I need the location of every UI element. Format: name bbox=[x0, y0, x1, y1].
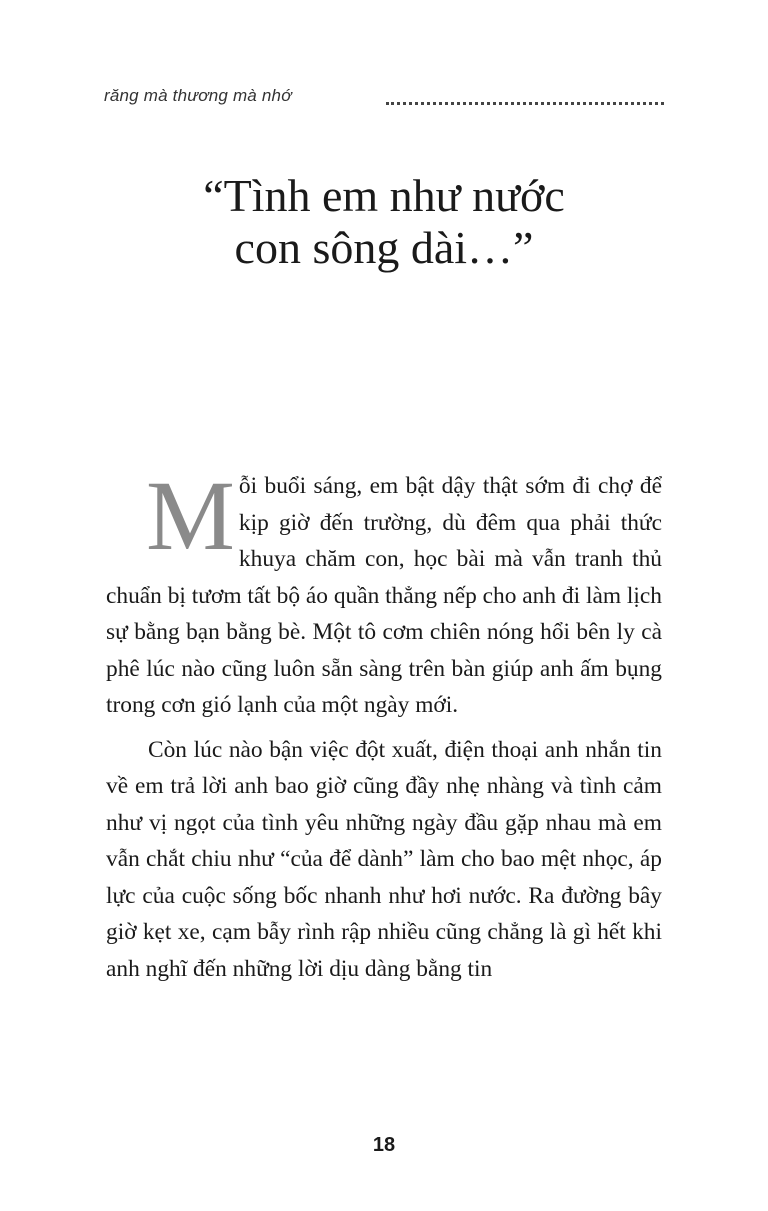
chapter-title bbox=[0, 170, 768, 274]
chapter-title-line-2: con sông dài…” bbox=[234, 222, 534, 273]
paragraph-2: Còn lúc nào bận việc đột xuất, điện thoại anh nhắn tin về em trả lời anh bao giờ cũng đầy nhẹ nhàng và tình cảm như vị ngọt của tình yêu những ngày đầu gặp nhau mà em vẫn chắt chiu như “của để dành” làm cho bao mệt nhọc, áp lực của cuộc sống bốc nhanh như hơi nước. Ra đường bây giờ kẹt xe, cạm bẫy rình rập nhiều cũng chẳng là gì hết khi anh nghĩ đến những lời dịu dàng bằng tin bbox=[106, 736, 662, 982]
running-header bbox=[104, 86, 664, 114]
page-number: 18 bbox=[372, 1134, 396, 1156]
chapter-title-line-1: “Tình em như nước bbox=[203, 170, 565, 221]
paragraph-1 bbox=[106, 460, 662, 724]
body-text bbox=[106, 460, 662, 987]
dotted-rule bbox=[386, 102, 664, 105]
drop-cap: M bbox=[146, 460, 235, 571]
paragraph-1-text: ỗi buổi sáng, em bật dậy thật sớm đi chợ để kịp giờ đến trường, dù đêm qua phải thức khuya chăm con, học bài mà vẫn tranh thủ chuẩn bị tươm tất bộ áo quần thẳng nếp cho anh đi làm lịch sự bằng bạn bằng bè. Một tô cơm chiên nóng hổi bên ly cà phê lúc nào cũng luôn sẵn sàng trên bàn giúp anh ấm bụng trong cơn gió lạnh của một ngày mới. bbox=[106, 473, 662, 718]
running-title: răng mà thương mà nhớ bbox=[104, 86, 292, 105]
